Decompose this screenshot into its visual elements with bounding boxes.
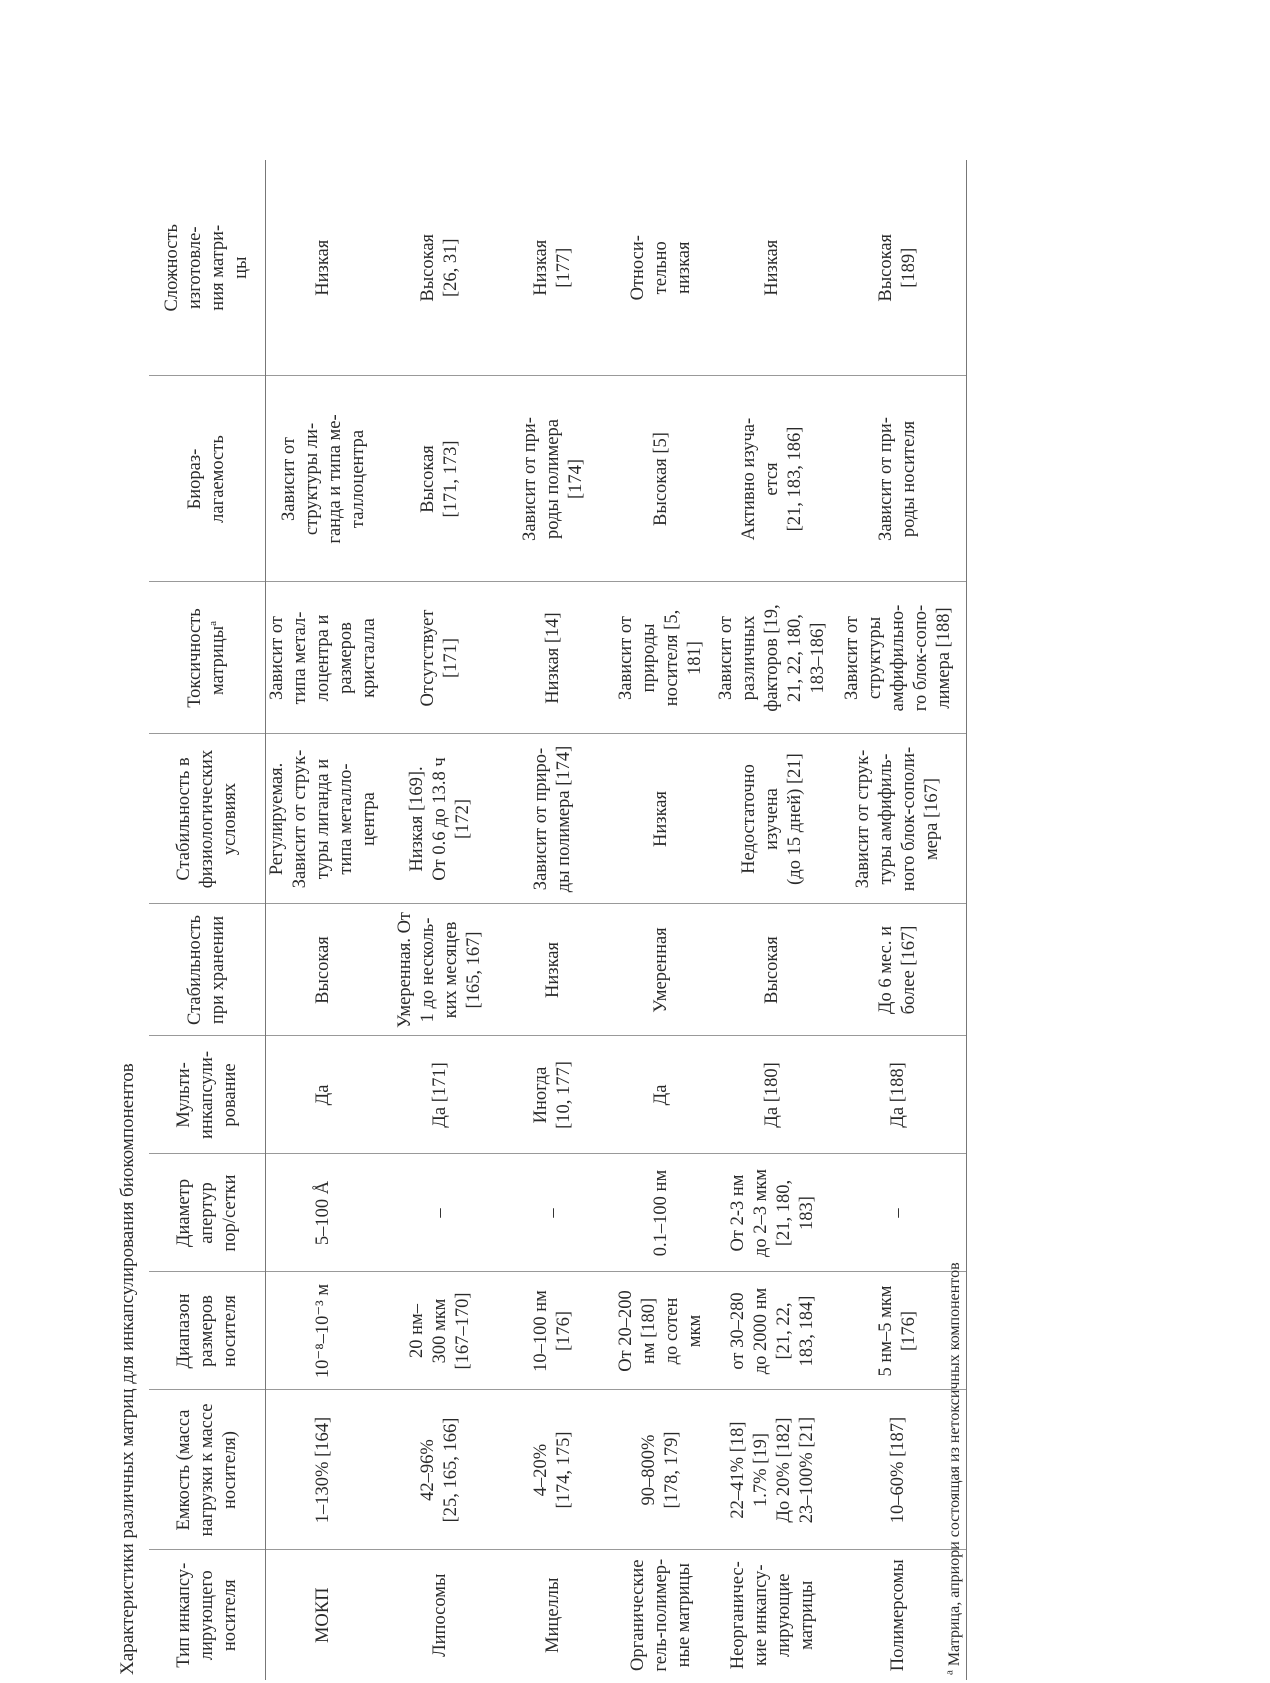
cell-storage-stability: Высокая bbox=[266, 904, 382, 1036]
cell-physiological-stability: Зависит от струк- туры амфифиль- ного блок-сополи- мера [167] bbox=[830, 734, 967, 904]
table-caption: Характеристики различных матриц для инкапсулирования биокомпонентов bbox=[117, 1063, 138, 1675]
header-toxicity bbox=[149, 582, 266, 734]
cell-multi-encapsulation: Иногда [10, 177] bbox=[499, 1036, 607, 1154]
header-fabrication-complexity: Сложность изготовле- ния матри- цы bbox=[149, 160, 266, 376]
table-footnote bbox=[945, 1262, 965, 1675]
cell-physiological-stability: Низкая bbox=[607, 734, 715, 904]
cell-capacity: 1–130% [164] bbox=[266, 1390, 382, 1550]
cell-capacity: 90–800% [178, 179] bbox=[607, 1390, 715, 1550]
cell-capacity: 42–96% [25, 165, 166] bbox=[381, 1390, 499, 1550]
cell-pore-diameter: От 2-3 нм до 2–3 мкм [21, 180, 183] bbox=[715, 1154, 830, 1272]
cell-capacity: 22–41% [18] 1.7% [19] До 20% [182] 23–100% [21] bbox=[715, 1390, 830, 1550]
cell-biodegradability: Активно изуча- ется [21, 183, 186] bbox=[715, 376, 830, 582]
cell-size-range: 10–100 нм [176] bbox=[499, 1272, 607, 1390]
header-storage-stability: Стабильность при хранении bbox=[149, 904, 266, 1036]
cell-biodegradability: Высокая [171, 173] bbox=[381, 376, 499, 582]
cell-physiological-stability: Зависит от приро- ды полимера [174] bbox=[499, 734, 607, 904]
cell-fabrication-complexity: Относи- тельно низкая bbox=[607, 160, 715, 376]
cell-pore-diameter: 5–100 Å bbox=[266, 1154, 382, 1272]
cell-storage-stability: До 6 мес. и более [167] bbox=[830, 904, 967, 1036]
cell-capacity: 4–20% [174, 175] bbox=[499, 1390, 607, 1550]
cell-toxicity: Отсутствует [171] bbox=[381, 582, 499, 734]
cell-storage-stability: Низкая bbox=[499, 904, 607, 1036]
header-capacity: Емкость (масса нагрузки к массе носителя) bbox=[149, 1390, 266, 1550]
cell-fabrication-complexity: Высокая [26, 31] bbox=[381, 160, 499, 376]
cell-toxicity: Зависит от структуры амфифильно- го блок-сопо- лимера [188] bbox=[830, 582, 967, 734]
cell-pore-diameter: – bbox=[830, 1154, 967, 1272]
header-pore-diameter: Диаметр апертур пор/сетки bbox=[149, 1154, 266, 1272]
cell-multi-encapsulation: Да [188] bbox=[830, 1036, 967, 1154]
table-row bbox=[715, 160, 830, 1680]
cell-toxicity: Зависит от природы носителя [5, 181] bbox=[607, 582, 715, 734]
cell-pore-diameter: – bbox=[381, 1154, 499, 1272]
cell-size-range: 20 нм– 300 мкм [167–170] bbox=[381, 1272, 499, 1390]
cell-multi-encapsulation: Да [180] bbox=[715, 1036, 830, 1154]
cell-storage-stability: Умеренная bbox=[607, 904, 715, 1036]
cell-fabrication-complexity: Низкая [177] bbox=[499, 160, 607, 376]
cell-size-range: 10⁻⁸–10⁻³ м bbox=[266, 1272, 382, 1390]
cell-carrier-type: Неорганичес- кие инкапсу- лирующие матрицы bbox=[727, 1561, 817, 1670]
cell-storage-stability: Высокая bbox=[715, 904, 830, 1036]
cell-capacity: 10–60% [187] bbox=[830, 1390, 967, 1550]
cell-size-range: От 20–200 нм [180] до сотен мкм bbox=[607, 1272, 715, 1390]
header-carrier-type: Тип инкапсу- лирующего носителя bbox=[149, 1550, 266, 1680]
cell-toxicity: Зависит от различных факторов [19, 21, 22, 180, 183–186] bbox=[715, 582, 830, 734]
header-physiological-stability: Стабильность в физиологических условиях bbox=[149, 734, 266, 904]
cell-physiological-stability: Низкая [169]. От 0.6 до 13.8 ч [172] bbox=[381, 734, 499, 904]
cell-fabrication-complexity: Высокая [189] bbox=[830, 160, 967, 376]
cell-multi-encapsulation: Да [171] bbox=[381, 1036, 499, 1154]
cell-toxicity: Зависит от типа метал- лоцентра и размеров кристалла bbox=[266, 582, 382, 734]
cell-physiological-stability: Регулируемая. Зависит от струк- туры лиганда и типа металло- центра bbox=[266, 734, 382, 904]
cell-carrier-type: МОКП bbox=[313, 1587, 333, 1644]
cell-biodegradability: Зависит от при- роды носителя bbox=[830, 376, 967, 582]
cell-storage-stability: Умеренная. От 1 до несколь- ких месяцев [165, 167] bbox=[381, 904, 499, 1036]
header-multi-encapsulation: Мульти- инкапсули- рование bbox=[149, 1036, 266, 1154]
cell-biodegradability: Высокая [5] bbox=[607, 376, 715, 582]
table-row bbox=[607, 160, 715, 1680]
cell-fabrication-complexity: Низкая bbox=[266, 160, 382, 376]
table-row bbox=[381, 160, 499, 1680]
cell-size-range: от 30–280 до 2000 нм [21, 22, 183, 184] bbox=[715, 1272, 830, 1390]
table-header-row bbox=[149, 160, 266, 1680]
rotated-table-page bbox=[115, 160, 1055, 1680]
cell-multi-encapsulation: Да bbox=[607, 1036, 715, 1154]
cell-physiological-stability: Недостаточно изучена (до 15 дней) [21] bbox=[715, 734, 830, 904]
cell-biodegradability: Зависит от структуры ли- ганда и типа ме- таллоцентра bbox=[266, 376, 382, 582]
cell-size-range: 5 нм–5 мкм [176] bbox=[830, 1272, 967, 1390]
header-toxicity-label: Токсичность матрицы bbox=[185, 608, 228, 708]
cell-carrier-type: Органические гель-полимер- ные матрицы bbox=[627, 1558, 694, 1672]
table-row bbox=[499, 160, 607, 1680]
footnote-text: Матрица, априори состоящая из нетоксичных компонентов bbox=[946, 1262, 963, 1667]
toxicity-footnote-marker: a bbox=[206, 621, 219, 626]
cell-multi-encapsulation: Да bbox=[266, 1036, 382, 1154]
header-size-range: Диапазон размеров носителя bbox=[149, 1272, 266, 1390]
cell-carrier-type: Полимерсомы bbox=[830, 1550, 967, 1680]
header-biodegradability: Биораз- лагаемость bbox=[149, 376, 266, 582]
cell-pore-diameter: – bbox=[499, 1154, 607, 1272]
cell-carrier-type: Мицеллы bbox=[542, 1577, 563, 1653]
matrix-characteristics-table bbox=[149, 160, 967, 1680]
cell-biodegradability: Зависит от при- роды полимера [174] bbox=[499, 376, 607, 582]
cell-fabrication-complexity: Низкая bbox=[715, 160, 830, 376]
table-row bbox=[266, 160, 382, 1680]
cell-pore-diameter: 0.1–100 нм bbox=[607, 1154, 715, 1272]
footnote-marker: a bbox=[943, 1670, 956, 1675]
cell-toxicity: Низкая [14] bbox=[499, 582, 607, 734]
cell-carrier-type: Липосомы bbox=[429, 1573, 450, 1657]
